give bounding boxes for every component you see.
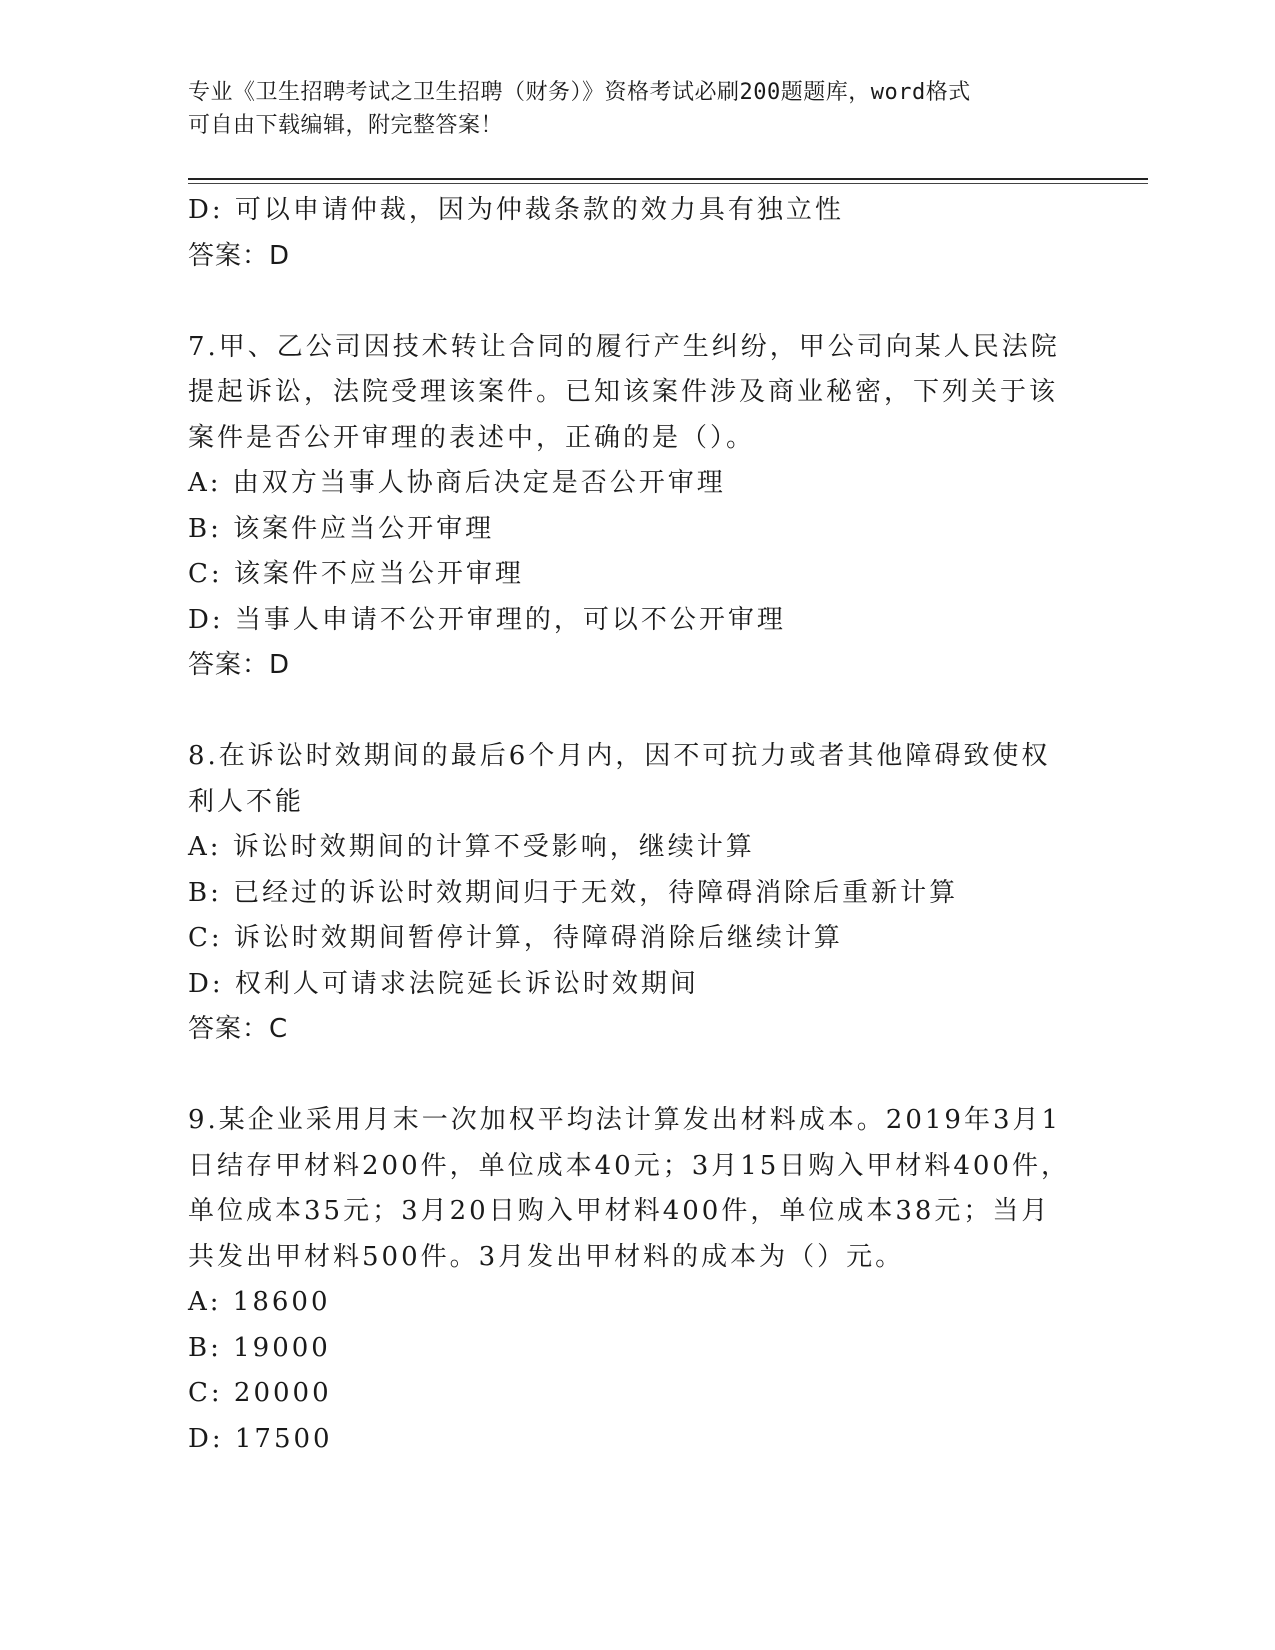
question-stem-line: 9.某企业采用月末一次加权平均法计算发出材料成本。2019年3月1 [188,1105,1062,1135]
header-line-2: 可自由下载编辑，附完整答案！ [188,113,504,138]
spacer [188,1053,1068,1099]
question-stem-line: 利人不能 [188,786,305,817]
question-stem-line: 8.在诉讼时效期间的最后6个月内，因不可抗力或者其他障碍致使权 [188,741,1051,771]
header-divider-thin [188,183,1148,184]
question-7 [188,325,1068,689]
option-d: D: 当事人申请不公开审理的，可以不公开审理 [188,604,786,635]
question-stem-line: 案件是否公开审理的表述中，正确的是（）。 [188,422,756,453]
option-a: A: 诉讼时效期间的计算不受影响，继续计算 [188,832,755,862]
option-a: A: 由双方当事人协商后决定是否公开审理 [188,468,726,498]
answer-line: 答案：D [188,240,291,271]
question-stem-line: 共发出甲材料500件。3月发出甲材料的成本为（）元。 [188,1241,905,1272]
question-stem-line: 7.甲、乙公司因技术转让合同的履行产生纠纷，甲公司向某人民法院 [188,331,1060,362]
option-d: D: 可以申请仲裁，因为仲裁条款的效力具有独立性 [188,195,844,225]
option-b: B: 19000 [188,1332,331,1363]
spacer [188,279,1068,325]
question-8 [188,734,1068,1053]
document-body [188,188,1068,1462]
header-divider-thick [188,178,1148,180]
option-c: C: 20000 [188,1378,332,1408]
question-stem-line: 单位成本35元；3月20日购入甲材料400件，单位成本38元；当月 [188,1196,1051,1226]
question-6-tail [188,188,1068,279]
question-9 [188,1098,1068,1462]
option-b: B: 已经过的诉讼时效期间归于无效，待障碍消除后重新计算 [188,877,959,908]
document-header [188,76,1068,142]
option-c: C: 诉讼时效期间暂停计算，待障碍消除后继续计算 [188,923,843,953]
answer-line: 答案：C [188,1014,289,1044]
header-line-1: 专业《卫生招聘考试之卫生招聘（财务）》资格考试必刷200题题库，word格式 [188,80,971,105]
option-b: B: 该案件应当公开审理 [188,513,495,544]
option-c: C: 该案件不应当公开审理 [188,559,524,589]
question-stem-line: 提起诉讼，法院受理该案件。已知该案件涉及商业秘密，下列关于该 [188,377,1059,407]
option-d: D: 权利人可请求法院延长诉讼时效期间 [188,968,699,999]
option-d: D: 17500 [188,1423,333,1454]
answer-line: 答案：D [188,650,291,680]
spacer [188,689,1068,735]
question-stem-line: 日结存甲材料200件，单位成本40元；3月15日购入甲材料400件， [188,1150,1070,1181]
option-a: A: 18600 [188,1287,331,1317]
